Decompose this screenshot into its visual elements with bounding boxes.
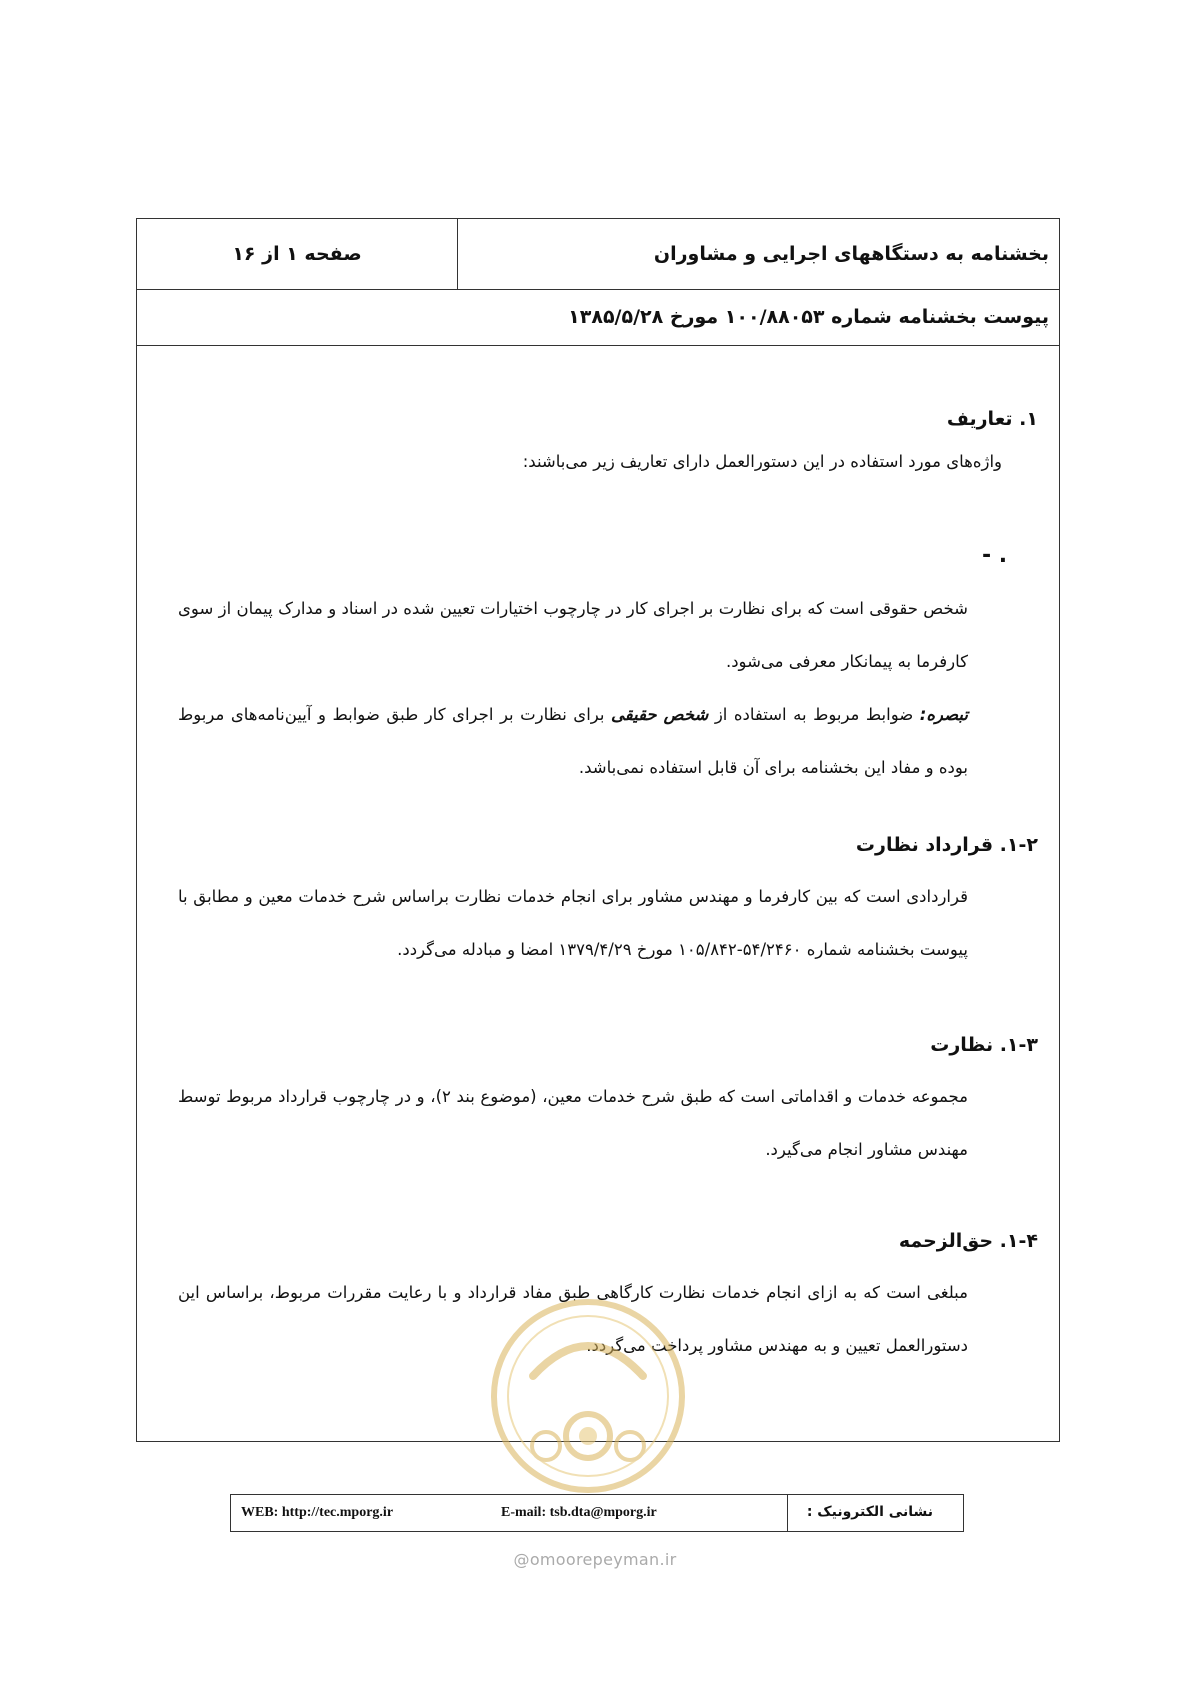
definition-paragraph (178, 582, 968, 794)
note-text-2: برای نظارت بر اجرای کار طبق ضوابط و آیین‌نامه‌های مربوط بوده و مفاد این بخشنامه برای آن قابل استفاده نمی‌باشد. (178, 705, 968, 777)
definition-text: شخص حقوقی است که برای نظارت بر اجرای کار در چارچوب اختیارات تعیین شده در اسناد و مدارک پیمان از سوی کارفرما به پیمانکار معرفی می‌شود. (178, 599, 968, 671)
footer-divider (787, 1495, 788, 1531)
section-heading-supervision: ۱-۳. نظارت (930, 1034, 1038, 1056)
footer-contact-box (230, 1494, 964, 1532)
section-heading-definitions: ۱. تعاریف (946, 408, 1038, 430)
note-paragraph (178, 688, 968, 794)
watermark-seal (488, 1296, 688, 1496)
page-number: صفحه ۱ از ۱۶ (232, 243, 362, 265)
header-row (137, 219, 1059, 290)
footer-email-link[interactable]: E-mail: tsb.dta@mporg.ir (501, 1505, 657, 1520)
subtitle-row (137, 290, 1059, 346)
footer-web-link[interactable]: WEB: http://tec.mporg.ir (241, 1505, 394, 1520)
supervision-paragraph: مجموعه خدمات و اقداماتی است که طبق شرح خدمات معین، (موضوع بند ۲)، و در چارچوب قرارداد مربوط توسط مهندس مشاور انجام می‌گیرد. (178, 1087, 969, 1159)
note-label: تبصره: (919, 705, 969, 724)
section-heading-contract: ۱-۲. قرارداد نظارت (855, 834, 1038, 856)
definition-dash: - . (982, 543, 1008, 568)
footer-label: نشانی الکترونیک : (806, 1504, 933, 1520)
note-text-1: ضوابط مربوط به استفاده از (708, 705, 920, 724)
document-title: بخشنامه به دستگاههای اجرایی و مشاوران (653, 243, 1049, 265)
fee-paragraph: مبلغی است که به ازای انجام خدمات نظارت کارگاهی طبق مفاد قرارداد و با رعایت مقررات مربوط، براساس این دستورالعمل تعیین و به مهندس مشاور پرداخت می‌گردد. (178, 1283, 968, 1355)
header-divider (457, 219, 458, 290)
footer-site-watermark: @omoorepeyman.ir (513, 1550, 677, 1569)
note-emphasis: شخص حقیقی (611, 705, 709, 724)
section-intro: واژه‌های مورد استفاده در این دستورالعمل دارای تعاریف زیر می‌باشند: (522, 452, 1002, 471)
section-heading-fee: ۱-۴. حق‌الزحمه (898, 1230, 1038, 1252)
document-frame (136, 218, 1060, 1442)
contract-paragraph: قراردادی است که بین کارفرما و مهندس مشاور برای انجام خدمات نظارت براساس شرح خدمات معین و مطابق با پیوست بخشنامه شماره ۵۴/۲۴۶۰-۱۰۵/۸۴۲ مورخ ۱۳۷۹/۴/۲۹ امضا و مبادله می‌گردد. (178, 887, 968, 959)
document-subtitle: پیوست بخشنامه شماره ۱۰۰/۸۸۰۵۳ مورخ ۱۳۸۵/۵/۲۸ (568, 306, 1049, 328)
